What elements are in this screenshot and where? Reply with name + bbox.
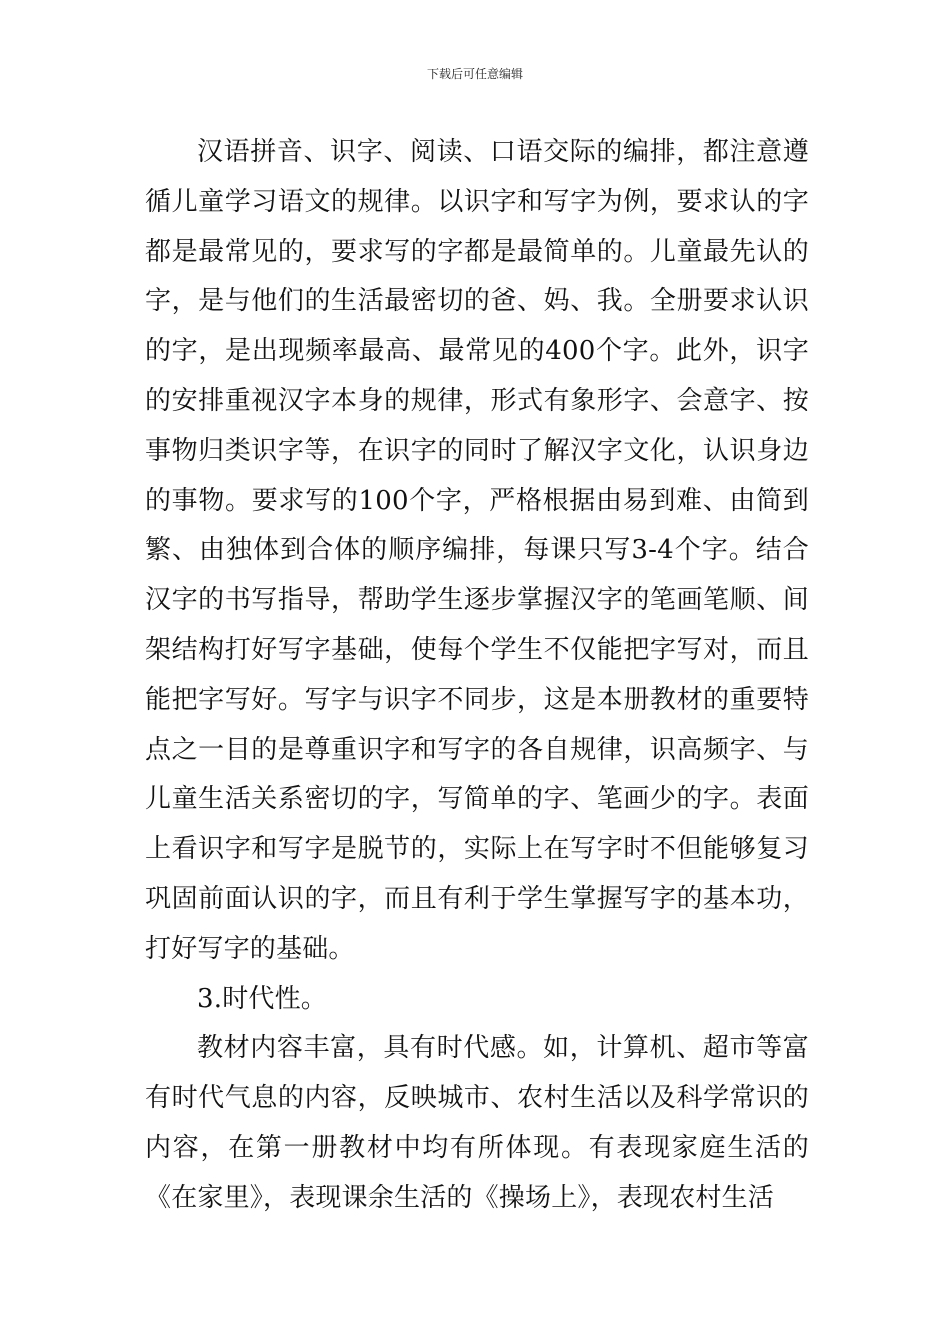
section-heading-timeliness: 3.时代性。 xyxy=(197,983,328,1014)
paragraph-timeliness: 教材内容丰富，具有时代感。如，计算机、超市等富有时代气息的内容，反映城市、农村生活以及科学常识的内容，在第一册教材中均有所体现。有表现家庭生活的《在家里》，表现课余生活的《操场上》，表现农村生活 xyxy=(145,1033,809,1213)
paragraph-literacy: 汉语拼音、识字、阅读、口语交际的编排，都注意遵循儿童学习语文的规律。以识字和写字为例，要求认的字都是最常见的，要求写的字都是最简单的。儿童最先认的字，是与他们的生活最密切的爸、妈、我。全册要求认识的字，是出现频率最高、最常见的400个字。此外，识字的安排重视汉字本身的规律，形式有象形字、会意字、按事物归类识字等，在识字的同时了解汉字文化，认识身边的事物。要求写的100个字，严格根据由易到难、由简到繁、由独体到合体的顺序编排，每课只写3-4个字。结合汉字的书写指导，帮助学生逐步掌握汉字的笔画笔顺、间架结构打好写字基础，使每个学生不仅能把字写对，而且能把字写好。写字与识字不同步，这是本册教材的重要特点之一目的是尊重识字和写字的各自规律，识高频字、与儿童生活关系密切的字，写简单的字、笔画少的字。表面上看识字和写字是脱节的，实际上在写字时不但能够复习巩固前面认识的字，而且有利于学生掌握写字的基本功，打好写字的基础。 xyxy=(145,137,809,964)
page-header: 下载后可任意编辑 xyxy=(426,67,523,81)
document-body xyxy=(145,128,809,1224)
